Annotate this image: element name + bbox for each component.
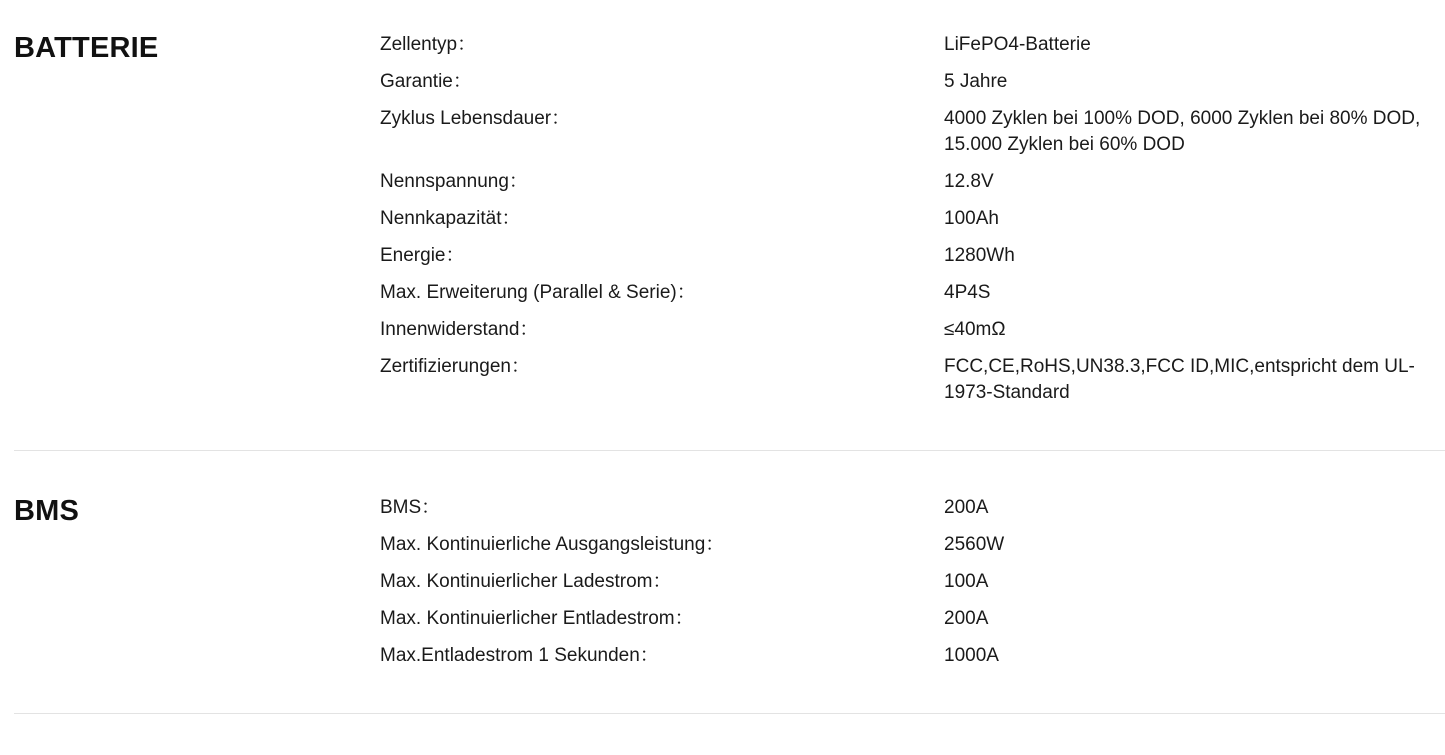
spec-value: 200A <box>944 497 989 518</box>
spec-page <box>14 0 1445 714</box>
section-title: BMS <box>14 495 80 527</box>
spec-value: 1280Wh <box>944 245 1015 266</box>
spec-row-zyklus-lebensdauer <box>380 106 1445 158</box>
spec-row-nennkapazitaet <box>380 206 1445 232</box>
spec-value: 100A <box>944 571 989 592</box>
spec-row-energie <box>380 243 1445 269</box>
spec-section-batterie <box>14 0 1445 451</box>
spec-list <box>380 451 1445 669</box>
spec-value: 12.8V <box>944 171 994 192</box>
spec-row-max-ausgangsleistung <box>380 532 1445 558</box>
spec-label: Garantie： <box>380 71 472 92</box>
spec-row-max-entladestrom-1s <box>380 643 1445 669</box>
spec-row-bms <box>380 495 1445 521</box>
spec-label: Zertifizierungen： <box>380 356 530 377</box>
spec-label: Max. Kontinuierlicher Ladestrom： <box>380 571 672 592</box>
spec-label: Max.Entladestrom 1 Sekunden： <box>380 645 659 666</box>
spec-value: 4P4S <box>944 282 991 303</box>
spec-row-innenwiderstand <box>380 317 1445 343</box>
spec-label: Max. Erweiterung (Parallel & Serie)： <box>380 282 696 303</box>
spec-value: 2560W <box>944 534 1005 555</box>
spec-row-max-entladestrom <box>380 606 1445 632</box>
spec-row-zertifizierungen <box>380 354 1445 406</box>
spec-value: 4000 Zyklen bei 100% DOD, 6000 Zyklen bei 80% DOD, 15.000 Zyklen bei 60% DOD <box>944 108 1421 155</box>
spec-label: Zyklus Lebensdauer： <box>380 108 571 129</box>
spec-list <box>380 0 1445 406</box>
spec-label: Innenwiderstand： <box>380 319 539 340</box>
spec-value: 200A <box>944 608 989 629</box>
spec-section-bms <box>14 451 1445 714</box>
spec-value: ≤40mΩ <box>944 319 1006 340</box>
spec-label: Nennkapazität： <box>380 208 521 229</box>
spec-row-garantie <box>380 69 1445 95</box>
spec-label: Max. Kontinuierliche Ausgangsleistung： <box>380 534 725 555</box>
spec-row-max-erweiterung <box>380 280 1445 306</box>
section-title: BATTERIE <box>14 32 159 64</box>
spec-value: 100Ah <box>944 208 999 229</box>
spec-value: 1000A <box>944 645 999 666</box>
spec-row-max-ladestrom <box>380 569 1445 595</box>
spec-label: BMS： <box>380 497 441 518</box>
spec-label: Zellentyp： <box>380 34 477 55</box>
spec-row-nennspannung <box>380 169 1445 195</box>
spec-label: Energie： <box>380 245 465 266</box>
spec-value: LiFePO4-Batterie <box>944 34 1091 55</box>
spec-label: Max. Kontinuierlicher Entladestrom： <box>380 608 694 629</box>
spec-value: 5 Jahre <box>944 71 1008 92</box>
spec-label: Nennspannung： <box>380 171 528 192</box>
spec-row-zellentyp <box>380 32 1445 58</box>
spec-value: FCC,CE,RoHS,UN38.3,FCC ID,MIC,entspricht dem UL-1973-Standard <box>944 356 1415 403</box>
